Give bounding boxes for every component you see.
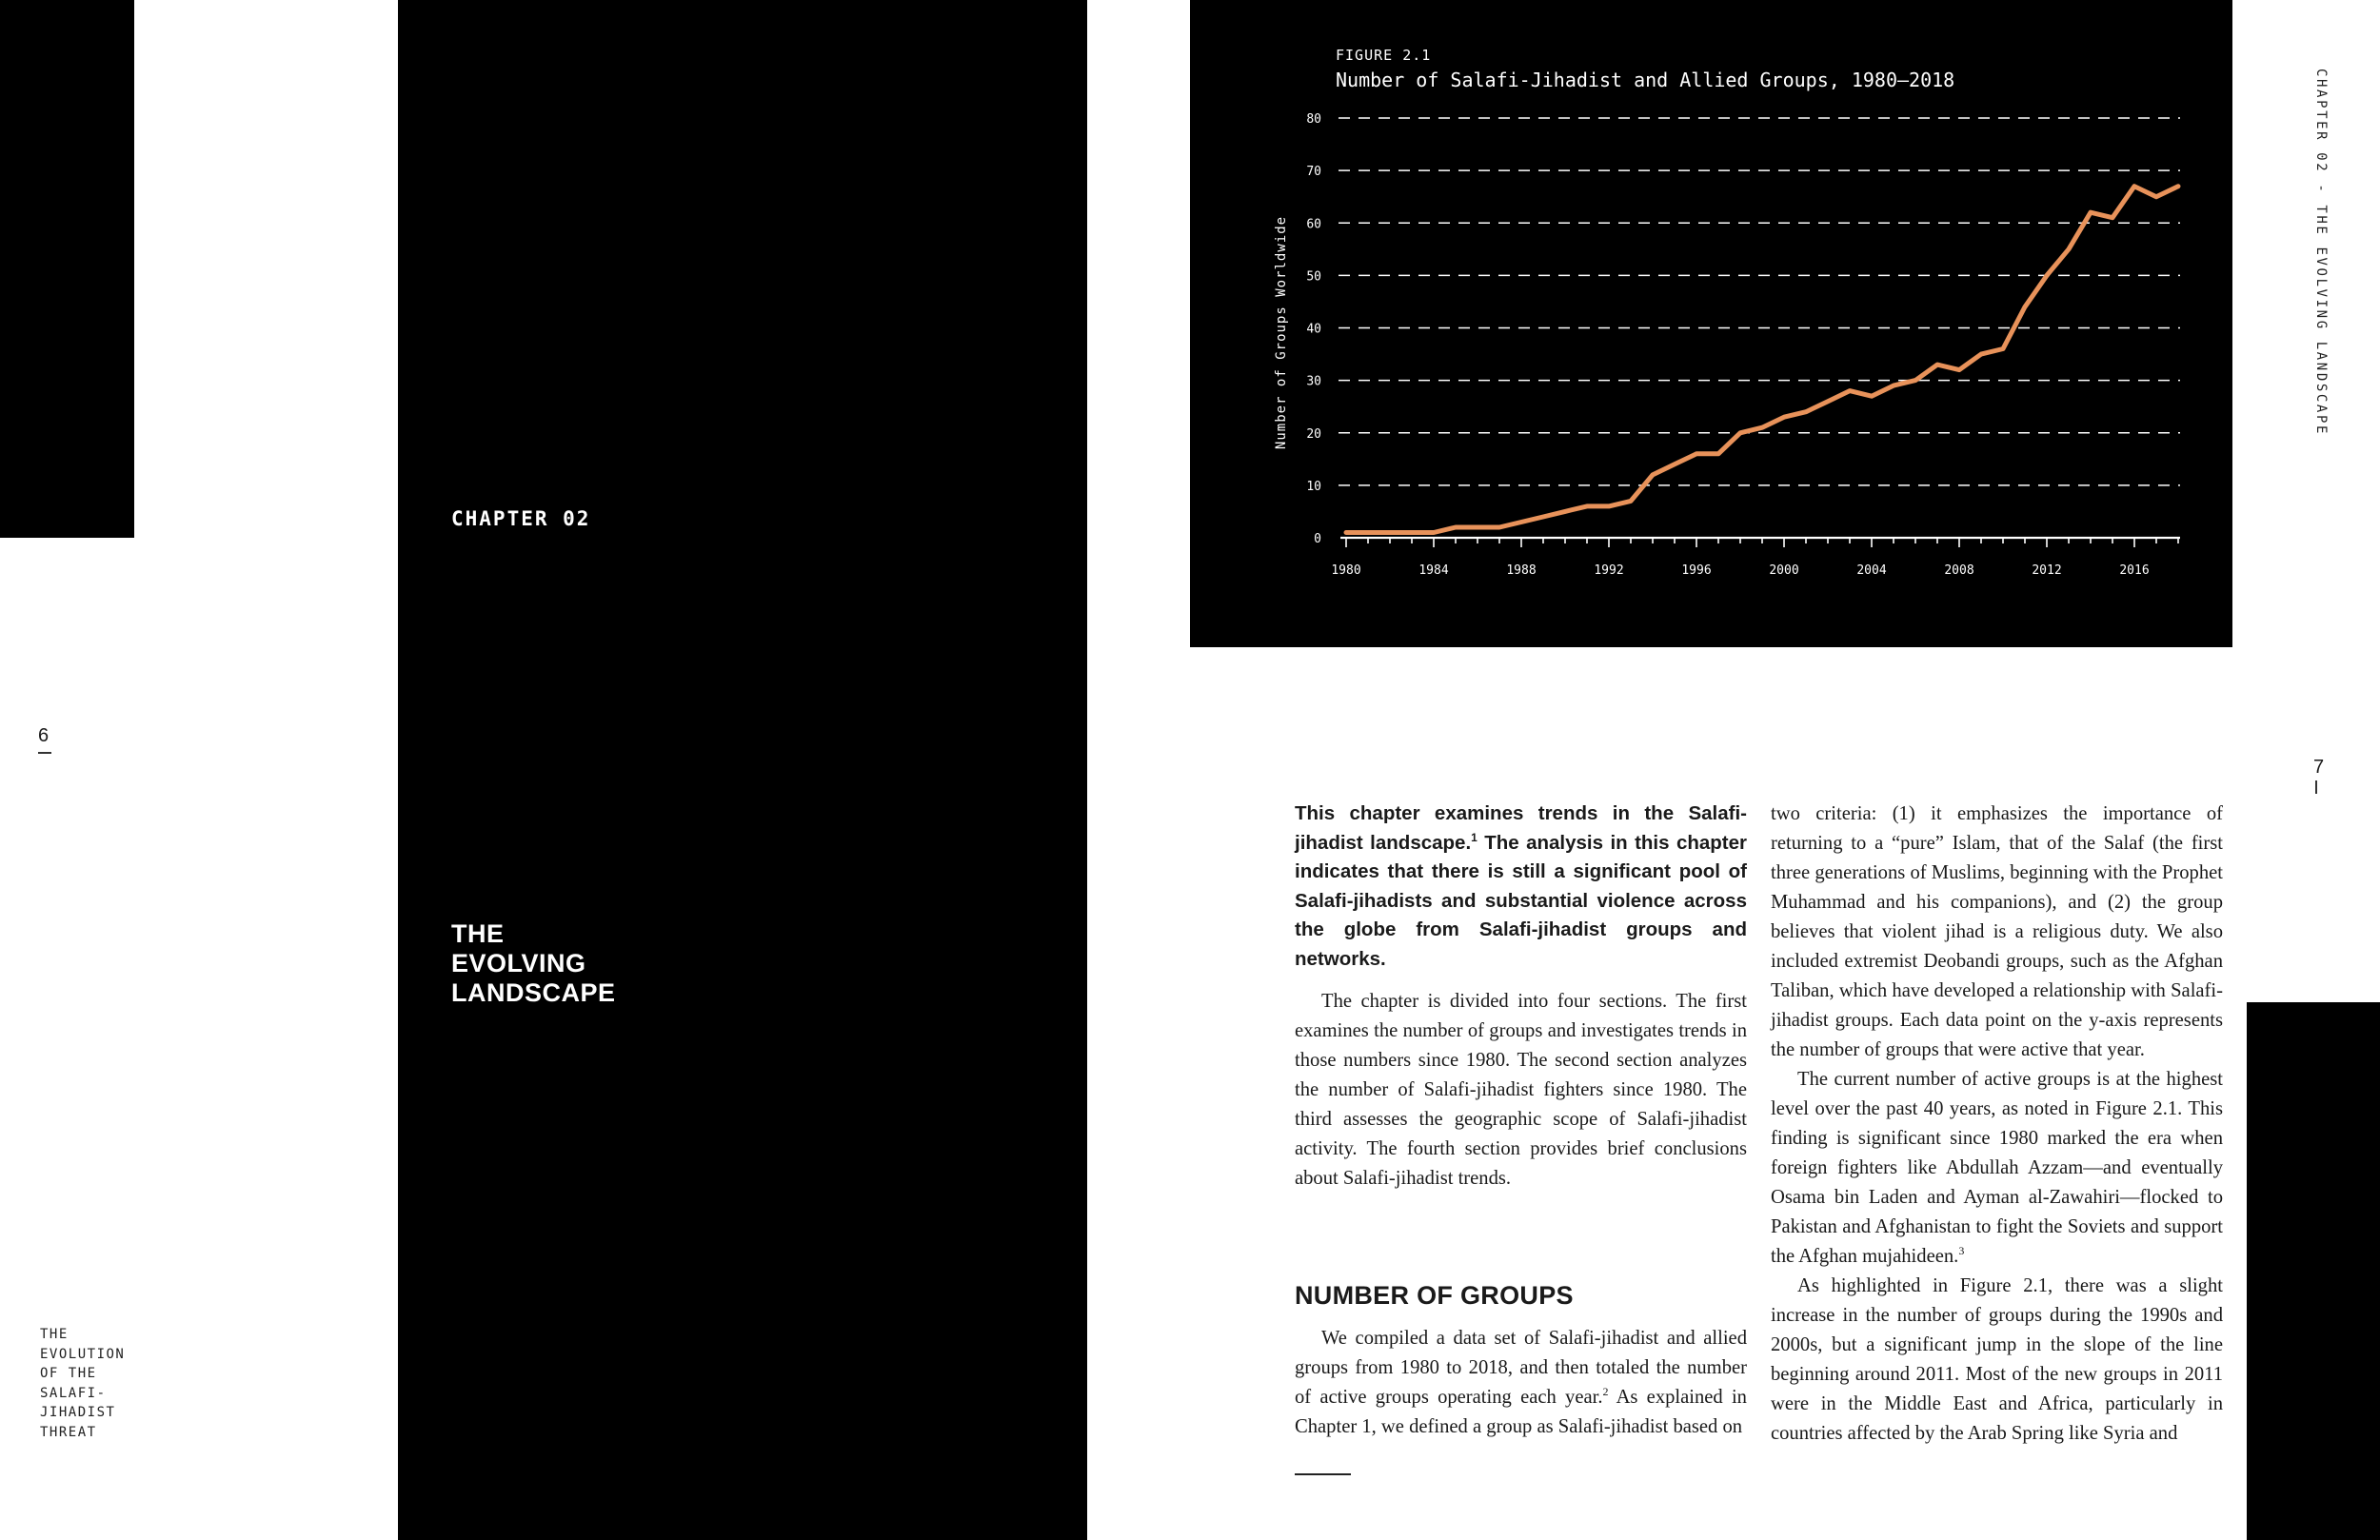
page-number-left: 6 — [38, 725, 50, 746]
y-tick-label: 10 — [1306, 479, 1321, 494]
groups-paragraph — [1295, 1324, 1747, 1442]
y-tick-label: 50 — [1306, 269, 1321, 285]
book-title-line: EVOLUTION — [40, 1346, 126, 1362]
y-axis-label: Number of Groups Worldwide — [1274, 215, 1289, 450]
figure-label: FIGURE 2.1 — [1336, 47, 1432, 64]
series-line — [1346, 187, 2178, 533]
running-head: CHAPTER 02 - THE EVOLVING LANDSCAPE — [2313, 69, 2329, 437]
chapter-title — [451, 919, 616, 1008]
chart-title: Number of Salafi-Jihadist and Allied Groups, 1980–2018 — [1336, 69, 1955, 91]
lead-text-rest: The analysis in this chapter indicates that there is still a significant pool of Salafi-jihadists and substantial violence across the globe from Salafi-jihadist groups and networks. — [1295, 831, 1747, 970]
book-title-line: JIHADIST — [40, 1405, 116, 1420]
y-tick-label: 30 — [1306, 374, 1321, 389]
x-tick-label: 2008 — [1944, 563, 1974, 578]
chapter-label: CHAPTER 02 — [451, 507, 591, 530]
black-block-top-left — [0, 0, 134, 538]
chapter-title-line: EVOLVING — [451, 949, 586, 977]
y-tick-label: 0 — [1314, 532, 1321, 546]
chapter-opener-panel — [398, 0, 1087, 1540]
section-heading: NUMBER OF GROUPS — [1295, 1281, 1574, 1310]
book-title-line: THE — [40, 1327, 69, 1342]
body-paragraph: As highlighted in Figure 2.1, there was a slight increase in the number of groups during the 1990s and 2000s, but a significant jump in the slope of the line beginning around 2011. Most of the new groups in 2011 were in the Middle East and Africa, particularly in countries affected by the Arab Spring like Syria and — [1771, 1275, 2223, 1444]
book-title-line: THREAT — [40, 1424, 97, 1440]
intro-paragraph: The chapter is divided into four sections. The first examines the number of groups and investigates trends in those numbers since 1980. The second section analyzes the number of Salafi-jihadist fighters since 1980. The third assesses the geographic scope of Salafi-jihadist activity. The fourth section provides brief conclusions about Salafi-jihadist trends. — [1295, 991, 1747, 1189]
x-tick-label: 1988 — [1506, 563, 1537, 578]
lead-text: This chapter examines trends in the Salafi-jihadist landscape. — [1295, 802, 1747, 854]
book-title-line: SALAFI- — [40, 1385, 107, 1401]
x-tick-label: 1980 — [1331, 563, 1361, 578]
body-paragraph — [1771, 1065, 2223, 1272]
body-text: The current number of active groups is at the highest level over the past 40 years, as noted in Figure 2.1. This finding is significant since 1980 marked the era when foreign fighters like Abdullah Azzam—and eventually Osama bin Laden and Ayman al-Zawahiri—flocked to Pakistan and Afghanistan to fight the Soviets and support the Afghan mujahideen. — [1771, 1069, 2223, 1267]
footnote-rule — [1295, 1473, 1351, 1475]
data-line-layer — [1346, 187, 2178, 533]
y-tick-label: 20 — [1306, 426, 1321, 442]
page-number-rule — [2315, 780, 2317, 794]
x-tick-label: 2012 — [2032, 563, 2062, 578]
footnote-marker: 2 — [1602, 1385, 1609, 1399]
black-block-bottom-right — [2247, 1002, 2380, 1540]
y-tick-label: 70 — [1306, 165, 1321, 180]
groups-text: We compiled a data set of Salafi-jihadist and allied groups from 1980 to 2018, and then totaled the number of active groups operating each year. — [1295, 1328, 1747, 1408]
x-tick-label: 1984 — [1418, 563, 1449, 578]
chapter-title-line: THE — [451, 919, 505, 948]
y-tick-label: 60 — [1306, 217, 1321, 232]
page-number-rule — [38, 752, 51, 754]
x-tick-label: 1996 — [1681, 563, 1712, 578]
book-title-vertical-stack — [40, 1325, 154, 1442]
body-paragraph: two criteria: (1) it emphasizes the importance of returning to a “pure” Islam, that of the Salaf (the first three generations of Muslims, beginning with the Prophet Muhammad and his companions), and (2) the group believes that violent jihad is a religious duty. We also included extremist Deobandi groups, such as the Afghan Taliban, which have developed a relationship with Salafi-jihadist groups. Each data point on the y-axis represents the number of groups that were active that year. — [1771, 803, 2223, 1060]
figure-line-chart — [1190, 0, 2232, 647]
page-number-right: 7 — [2313, 757, 2325, 778]
y-tick-label: 80 — [1306, 112, 1321, 127]
book-title-line: OF THE — [40, 1366, 97, 1381]
footnote-marker: 3 — [1958, 1244, 1965, 1258]
x-tick-label: 2016 — [2119, 563, 2150, 578]
chapter-title-line: LANDSCAPE — [451, 978, 616, 1007]
right-text-column — [1771, 800, 2223, 1449]
footnote-marker: 1 — [1471, 830, 1478, 844]
x-tick-label: 1992 — [1594, 563, 1624, 578]
y-axis-ticks — [1306, 112, 1321, 546]
y-tick-label: 40 — [1306, 322, 1321, 337]
x-axis — [1331, 538, 2180, 578]
lead-paragraph — [1295, 800, 1747, 974]
x-tick-label: 2000 — [1769, 563, 1799, 578]
x-tick-label: 2004 — [1856, 563, 1887, 578]
groups-text-rest: As explained in Chapter 1, we defined a group as Salafi-jihadist based on — [1295, 1387, 1747, 1437]
